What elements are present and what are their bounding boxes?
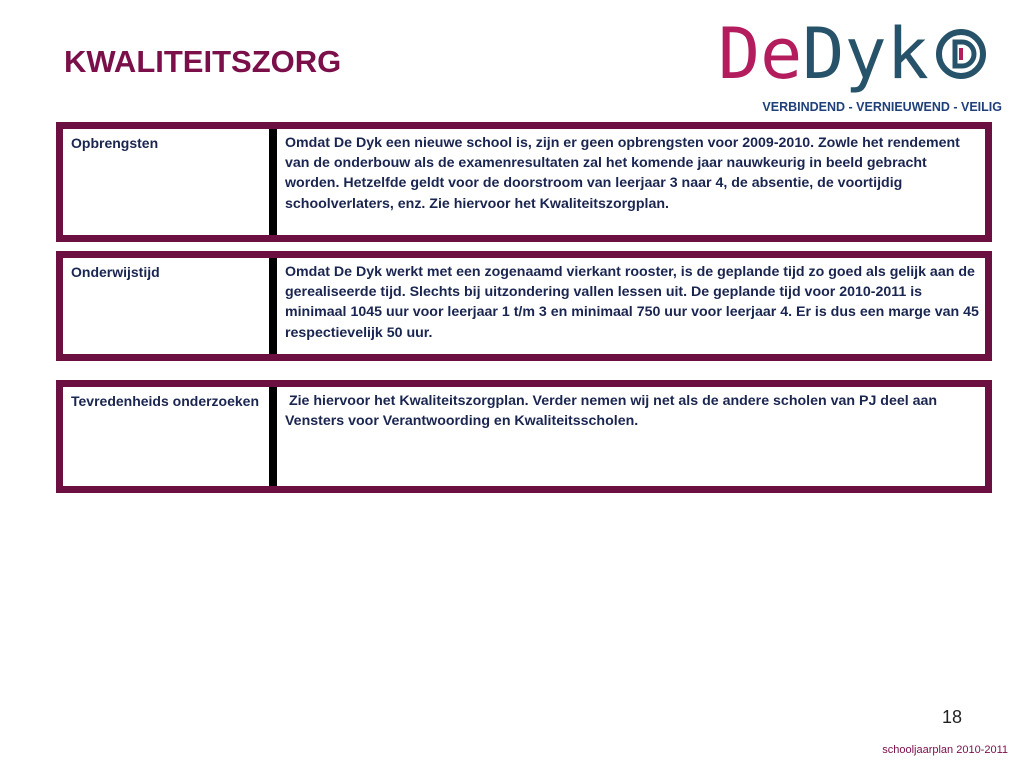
de-dyk-logo — [718, 12, 987, 96]
footer-text: schooljaarplan 2010-2011 — [882, 744, 1008, 756]
d-logo-icon — [935, 28, 987, 80]
slide-title: KWALITEITSZORG — [64, 44, 342, 79]
table-row-tevredenheidsonderzoeken — [56, 380, 992, 493]
row-label: Tevredenheids onderzoeken — [71, 393, 260, 409]
page-number: 18 — [941, 707, 962, 727]
row-text: Omdat De Dyk een nieuwe school is, zijn er geen opbrengsten voor 2009-2010. Zowle het rendement van de onderbouw als de examenresultaten zal het komende jaar nauwkeurig in beeld gebracht worden. Hetzelfde geldt voor de doorstroom van leerjaar 3 naar 4, de absentie, de voortijdig schoolverlaters, enz. Zie hiervoor het Kwaliteitszorgplan. — [285, 135, 960, 212]
column-divider — [269, 258, 277, 354]
table-row-onderwijstijd — [56, 251, 992, 361]
row-text: Omdat De Dyk werkt met een zogenaamd vierkant rooster, is de geplande tijd zo goed als gelijk aan de gerealiseerde tijd. Slechts bij uitzondering vallen lessen uit. De geplande tijd voor 2010-2011 is minimaal 1045 uur voor leerjaar 1 t/m 3 en minimaal 750 uur voor leerjaar 4. Er is dus een marge van 45 respectievelijk 50 uur. — [285, 264, 979, 341]
table-row-opbrengsten — [56, 122, 992, 242]
tagline: VERBINDEND - VERNIEUWEND - VEILIG — [762, 100, 1002, 114]
column-divider — [269, 129, 277, 235]
row-text: Zie hiervoor het Kwaliteitszorgplan. Verder nemen wij net als de andere scholen van PJ deel aan Vensters voor Verantwoording en Kwaliteitsscholen. — [285, 393, 942, 430]
logo-text-dyk: Dyk — [802, 13, 929, 95]
row-label: Onderwijstijd — [71, 264, 160, 280]
column-divider — [269, 387, 277, 486]
row-label: Opbrengsten — [71, 135, 159, 151]
logo-text-de: De — [718, 13, 803, 95]
